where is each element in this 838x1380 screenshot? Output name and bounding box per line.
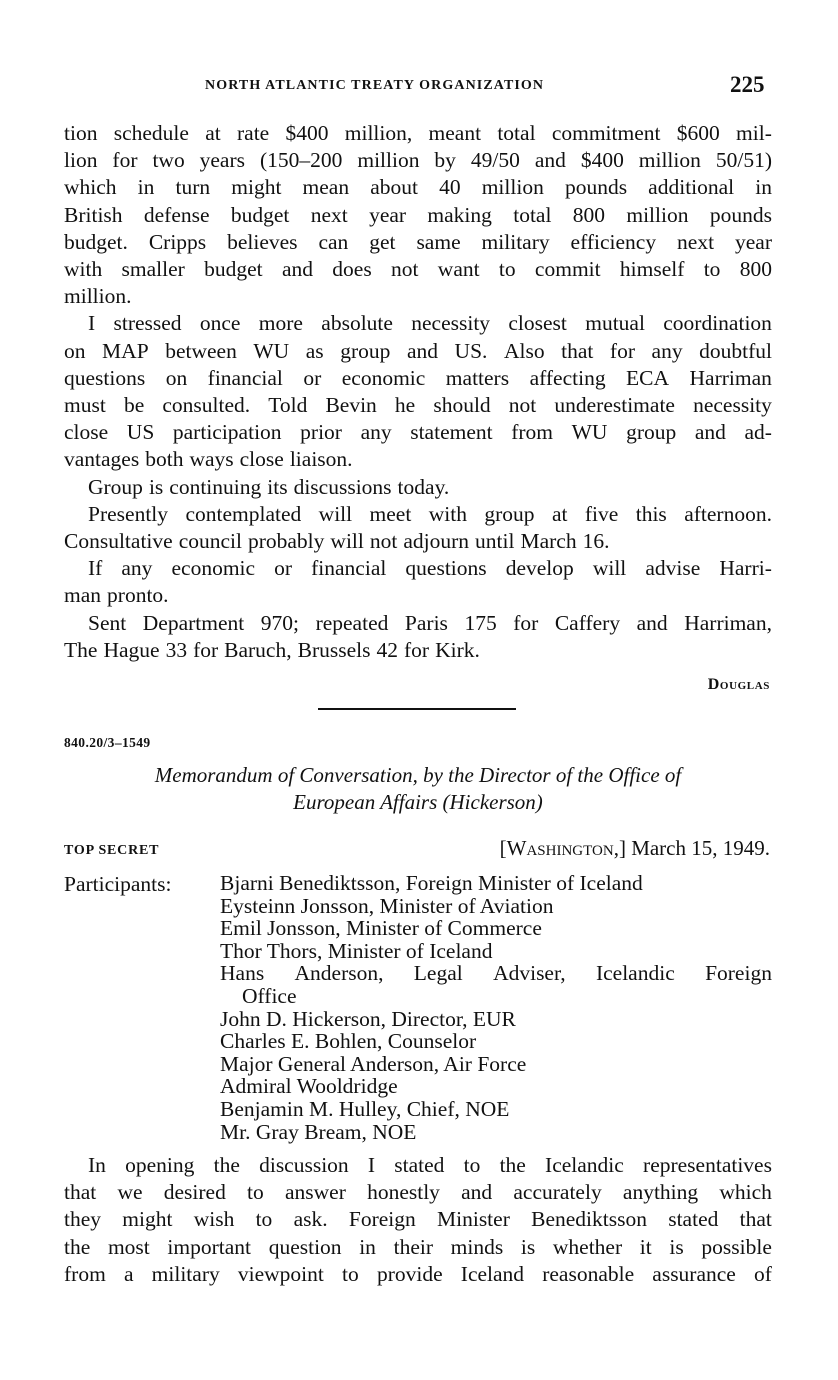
participant: John D. Hickerson, Director, EUR bbox=[220, 1006, 516, 1031]
participant: Admiral Wooldridge bbox=[220, 1074, 398, 1099]
text-line: man pronto. bbox=[64, 583, 169, 608]
dateline bbox=[500, 836, 770, 861]
signature: Douglas bbox=[707, 676, 770, 693]
participant: Major General Anderson, Air Force bbox=[220, 1051, 527, 1076]
paragraph bbox=[64, 120, 772, 310]
participant: Hans Anderson, Legal Adviser, Icelandic Foreign bbox=[220, 961, 772, 986]
text-line: the most important question in their minds is whether it is possible bbox=[64, 1234, 772, 1259]
text-line: Group is continuing its discussions today. bbox=[88, 474, 450, 499]
paragraph bbox=[64, 310, 772, 473]
text-line: with smaller budget and does not want to commit himself to 800 bbox=[64, 257, 772, 282]
participant: Charles E. Bohlen, Counselor bbox=[220, 1029, 477, 1054]
participant: Emil Jonsson, Minister of Commerce bbox=[220, 916, 542, 941]
text-line: The Hague 33 for Baruch, Brussels 42 for Kirk. bbox=[64, 637, 480, 662]
text-line: they might wish to ask. Foreign Minister Benediktsson stated that bbox=[64, 1207, 772, 1232]
text-line: British defense budget next year making total 800 million pounds bbox=[64, 202, 772, 227]
text-line: Consultative council probably will not adjourn until March 16. bbox=[64, 529, 610, 554]
text-line: million. bbox=[64, 284, 132, 309]
text-line: which in turn might mean about 40 million pounds additional in bbox=[64, 175, 772, 200]
text-line: lion for two years (150–200 million by 49/50 and $400 million 50/51) bbox=[64, 148, 772, 173]
telegram-body bbox=[64, 120, 772, 664]
file-number: 840.20/3–1549 bbox=[64, 735, 151, 750]
text-line: If any economic or financial questions develop will advise Harri- bbox=[88, 556, 772, 581]
text-line: In opening the discussion I stated to the Icelandic representatives bbox=[88, 1153, 772, 1177]
text-line: questions on financial or economic matters affecting ECA Harriman bbox=[64, 365, 772, 390]
text-line: that we desired to answer honestly and accurately anything which bbox=[64, 1180, 772, 1205]
participants-list bbox=[220, 872, 772, 1143]
memo-title bbox=[64, 762, 772, 816]
paragraph bbox=[64, 474, 772, 501]
dateline-date: March 15, 1949. bbox=[631, 836, 770, 860]
participant: Mr. Gray Bream, NOE bbox=[220, 1119, 417, 1144]
text-line: Presently contemplated will meet with group at five this afternoon. bbox=[88, 501, 772, 526]
paragraph bbox=[64, 501, 772, 555]
page-number: 225 bbox=[730, 72, 765, 97]
participants-label: Participants: bbox=[64, 872, 172, 896]
participant: Thor Thors, Minister of Iceland bbox=[220, 938, 493, 963]
text-line: tion schedule at rate $400 million, meant total commitment $600 mil- bbox=[64, 121, 772, 145]
participant: Bjarni Benediktsson, Foreign Minister of Iceland bbox=[220, 871, 643, 895]
text-line: vantages both ways close liaison. bbox=[64, 447, 353, 472]
paragraph bbox=[64, 610, 772, 664]
text-line: Sent Department 970; repeated Paris 175 for Caffery and Harriman, bbox=[88, 610, 772, 635]
dateline-place: [Washington,] bbox=[499, 836, 626, 860]
text-line: must be consulted. Told Bevin he should not underestimate necessity bbox=[64, 393, 772, 418]
text-line: from a military viewpoint to provide Iceland reasonable assurance of bbox=[64, 1261, 772, 1286]
section-divider bbox=[318, 708, 516, 710]
classification-label: TOP SECRET bbox=[64, 843, 160, 858]
page-header bbox=[0, 74, 838, 102]
running-title: NORTH ATLANTIC TREATY ORGANIZATION bbox=[205, 78, 545, 93]
text-line: on MAP between WU as group and US. Also that for any doubtful bbox=[64, 338, 772, 363]
participant-continuation: Office bbox=[242, 983, 297, 1008]
memo-title-line: European Affairs (Hickerson) bbox=[293, 790, 543, 814]
text-line: close US participation prior any statement from WU group and ad- bbox=[64, 420, 772, 445]
opening-paragraph bbox=[64, 1152, 772, 1288]
paragraph bbox=[64, 555, 772, 609]
text-line: budget. Cripps believes can get same military efficiency next year bbox=[64, 229, 772, 254]
participant: Eysteinn Jonsson, Minister of Aviation bbox=[220, 893, 554, 918]
text-line: I stressed once more absolute necessity closest mutual coordination bbox=[88, 311, 772, 336]
memo-title-line: Memorandum of Conversation, by the Director of the Office of bbox=[154, 763, 682, 787]
participant: Benjamin M. Hulley, Chief, NOE bbox=[220, 1096, 510, 1121]
